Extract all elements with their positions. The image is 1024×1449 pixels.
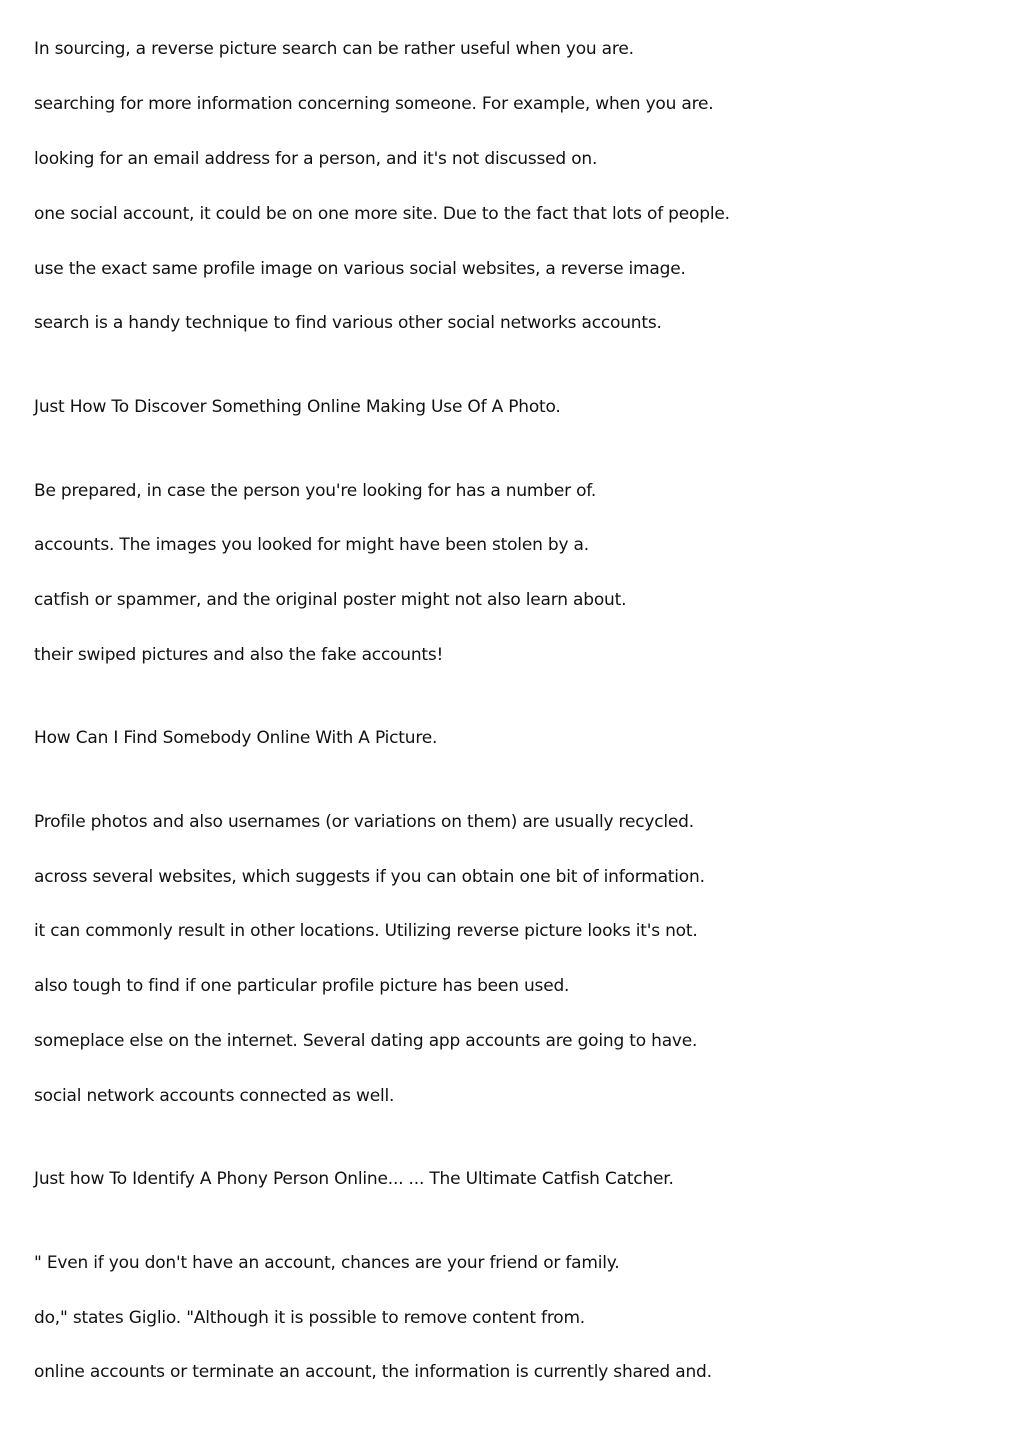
text-line: searching for more information concerning someone. For example, when you are. — [34, 94, 714, 114]
text-line: In sourcing, a reverse picture search can be rather useful when you are. — [34, 39, 634, 59]
text-line: do," states Giglio. "Although it is possible to remove content from. — [34, 1308, 586, 1328]
text-line: someplace else on the internet. Several dating app accounts are going to have. — [34, 1031, 698, 1051]
text-line: online accounts or terminate an account, the information is currently shared and. — [34, 1362, 712, 1382]
text-line: " Even if you don't have an account, chances are your friend or family. — [34, 1253, 620, 1273]
section-heading: Just How To Discover Something Online Making Use Of A Photo. — [34, 397, 561, 417]
text-line: across several websites, which suggests if you can obtain one bit of information. — [34, 867, 705, 887]
text-line: looking for an email address for a person, and it's not discussed on. — [34, 149, 598, 169]
text-line: Profile photos and also usernames (or variations on them) are usually recycled. — [34, 812, 694, 832]
section-heading: Just how To Identify A Phony Person Online... ... The Ultimate Catfish Catcher. — [34, 1169, 674, 1189]
text-line: one social account, it could be on one more site. Due to the fact that lots of people. — [34, 204, 730, 224]
text-line: use the exact same profile image on various social websites, a reverse image. — [34, 259, 686, 279]
text-line: search is a handy technique to find various other social networks accounts. — [34, 313, 662, 333]
text-line: catfish or spammer, and the original poster might not also learn about. — [34, 590, 627, 610]
section-heading: How Can I Find Somebody Online With A Picture. — [34, 728, 438, 748]
text-line: social network accounts connected as well. — [34, 1086, 395, 1106]
text-line: it can commonly result in other locations. Utilizing reverse picture looks it's not. — [34, 921, 698, 941]
text-line: also tough to find if one particular profile picture has been used. — [34, 976, 570, 996]
text-line: their swiped pictures and also the fake accounts! — [34, 645, 444, 665]
text-line: Be prepared, in case the person you're looking for has a number of. — [34, 481, 597, 501]
text-line: accounts. The images you looked for might have been stolen by a. — [34, 535, 589, 555]
